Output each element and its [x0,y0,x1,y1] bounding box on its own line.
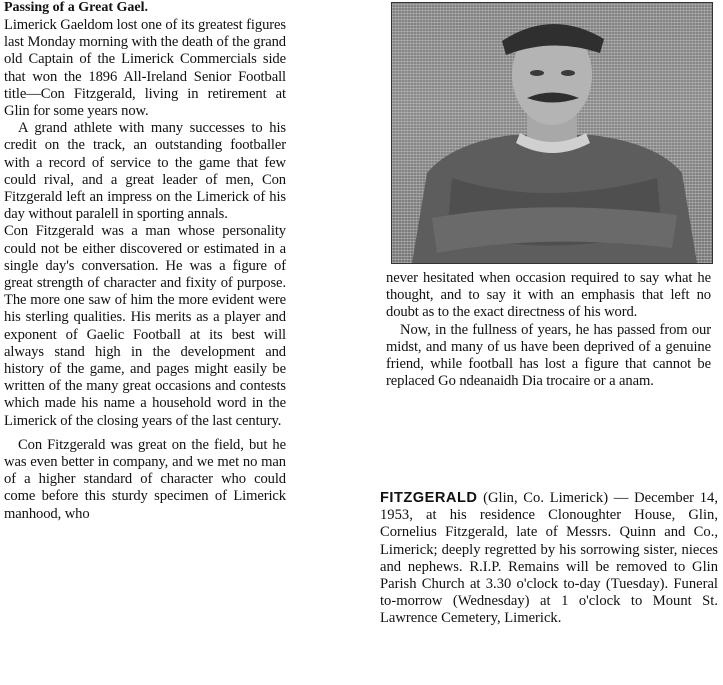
article-right-column [380,0,718,627]
article-paragraph-6: Now, in the fullness of years, he has passed from our midst, and many of us have been deprived of a genuine friend, while football has lost a figure that cannot be replaced Go ndeanaidh Dia trocaire or a anam. [386,321,711,390]
death-notice-name: FITZGERALD [380,490,478,506]
article-paragraph-4: Con Fitzgerald was great on the field, but he was even better in company, and we met no man of a higher standard of character who could come before this sturdy specimen of Limerick manhood, who [4,436,286,522]
article-paragraph-2: A grand athlete with many successes to his credit on the track, an outstanding footballer with a record of service to the game that few could rival, and a great leader of men, Con Fitzgerald left an impress on the Limerick of his day without paralell in sporting annals. [4,120,286,223]
death-notice [380,490,718,628]
death-notice-text [380,490,718,628]
article-left-column [4,0,286,523]
article-paragraph-3: Con Fitzgerald was a man whose personality could not be either discovered or estimated in a single day's conversation. He was a figure of great strength of character and fixity of purpose. The more one saw of him the more evident were his sterling qualities. His merits as a player and exponent of Gaelic Football at its best will always stand high in the development and history of the game, and pages might easily be written of the many great occasions and contests which made his name a household word in the Limerick of the closing years of the last century. [4,223,286,429]
portrait-photo [391,2,713,264]
article-paragraph-1: Limerick Gaeldom lost one of its greatest figures last Monday morning with the death of the grand old Captain of the Limerick Commercials side that won the 1896 All-Ireland Senior Football title—Con Fitzgerald, living in retirement at Glin for some years now. [4,17,286,120]
death-notice-body: (Glin, Co. Limerick) — December 14, 1953, at his residence Clonoughter House, Glin, Cornelius Fitzgerald, late of Messrs. Quinn and Co., Limerick; deeply regretted by his sorrowing sister, nieces and nephews. R.I.P. Remains will be removed to Glin Parish Church at 3.30 o'clock to-day (Tuesday). Funeral to-morrow (Wednesday) at 1 o'clock to Mount St. Lawrence Cemetery, Limerick. [380,490,718,627]
article-title: Passing of a Great Gael. [4,0,149,15]
portrait-figure [392,3,712,263]
article-continuation [386,270,711,390]
article-paragraph-5: never hesitated when occasion required to say what he thought, and to say it with an emphasis that left no doubt as to the exact directness of his word. [386,270,711,321]
